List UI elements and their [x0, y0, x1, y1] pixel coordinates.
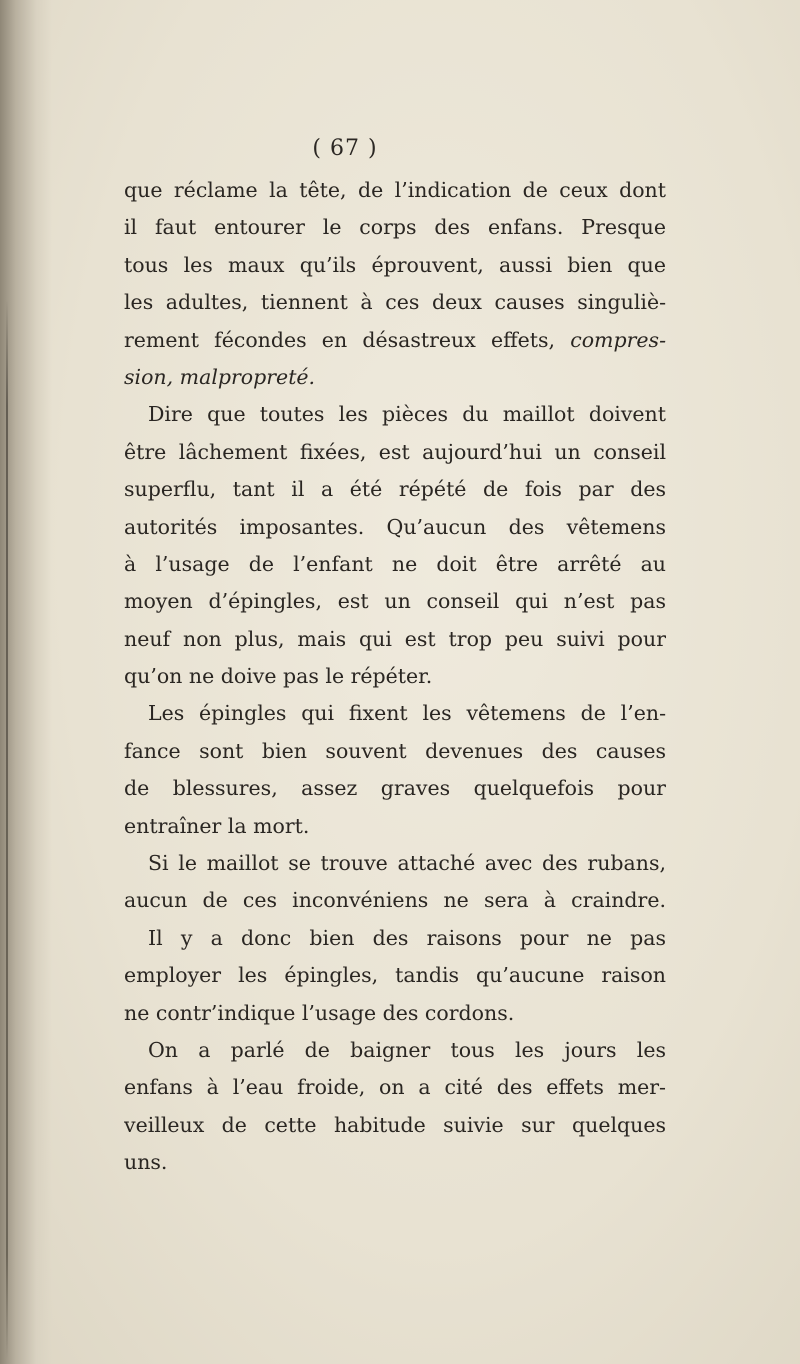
text-line-17: de blessures, assez graves quelquefois pour [124, 776, 666, 801]
page-number: ( 67 ) [312, 136, 378, 161]
text-line-16: fance sont bien souvent devenues des causes [124, 738, 666, 763]
text-line-12: moyen d’épingles, est un conseil qui n’est pas [124, 589, 666, 614]
binding-edge-line [6, 300, 8, 1360]
body-text [124, 172, 666, 1182]
text-line-22: employer les épingles, tandis qu’aucune raison [124, 963, 666, 988]
italic-compres: compres- [570, 327, 666, 352]
text-line-18: entraîner la mort. [124, 813, 310, 838]
text-line-1: que réclame la tête, de l’indication de ceux dont [124, 178, 666, 202]
text-line-27: uns. [124, 1150, 168, 1175]
text-line-8: être lâchement fixées, est aujourd’hui un conseil [124, 439, 666, 464]
text-line-19: Si le maillot se trouve attaché avec des rubans, [148, 851, 666, 876]
text-line-20: aucun de ces inconvéniens ne sera à craindre. [124, 888, 666, 913]
text-line-6: sion, malpropreté. [124, 364, 316, 389]
text-line-10: autorités imposantes. Qu’aucun des vêtemens [124, 514, 666, 539]
text-line-26: veilleux de cette habitude suivie sur quelques [124, 1112, 666, 1137]
text-line-5 [124, 322, 666, 359]
text-line-5-roman: rement fécondes en désastreux effets, [124, 327, 556, 352]
text-line-9: superflu, tant il a été répété de fois par des [124, 477, 666, 502]
text-line-13: neuf non plus, mais qui est trop peu suivi pour [124, 626, 666, 651]
text-line-3: tous les maux qu’ils éprouvent, aussi bien que [124, 252, 666, 277]
text-line-11: à l’usage de l’enfant ne doit être arrêté au [124, 551, 666, 576]
text-line-15: Les épingles qui fixent les vêtemens de l’en- [148, 701, 666, 726]
text-line-2: il faut entourer le corps des enfans. Presque [124, 215, 666, 240]
text-line-23: ne contr’indique l’usage des cordons. [124, 1000, 515, 1025]
text-line-24: On a parlé de baigner tous les jours les [148, 1037, 666, 1062]
text-line-14: qu’on ne doive pas le répéter. [124, 664, 433, 689]
text-line-25: enfans à l’eau froide, on a cité des effets mer- [124, 1075, 666, 1100]
page-binding-shadow [0, 0, 52, 1364]
text-line-21: Il y a donc bien des raisons pour ne pas [148, 925, 666, 950]
text-line-4: les adultes, tiennent à ces deux causes singuliè- [124, 290, 666, 315]
text-line-7: Dire que toutes les pièces du maillot doivent [148, 402, 666, 427]
